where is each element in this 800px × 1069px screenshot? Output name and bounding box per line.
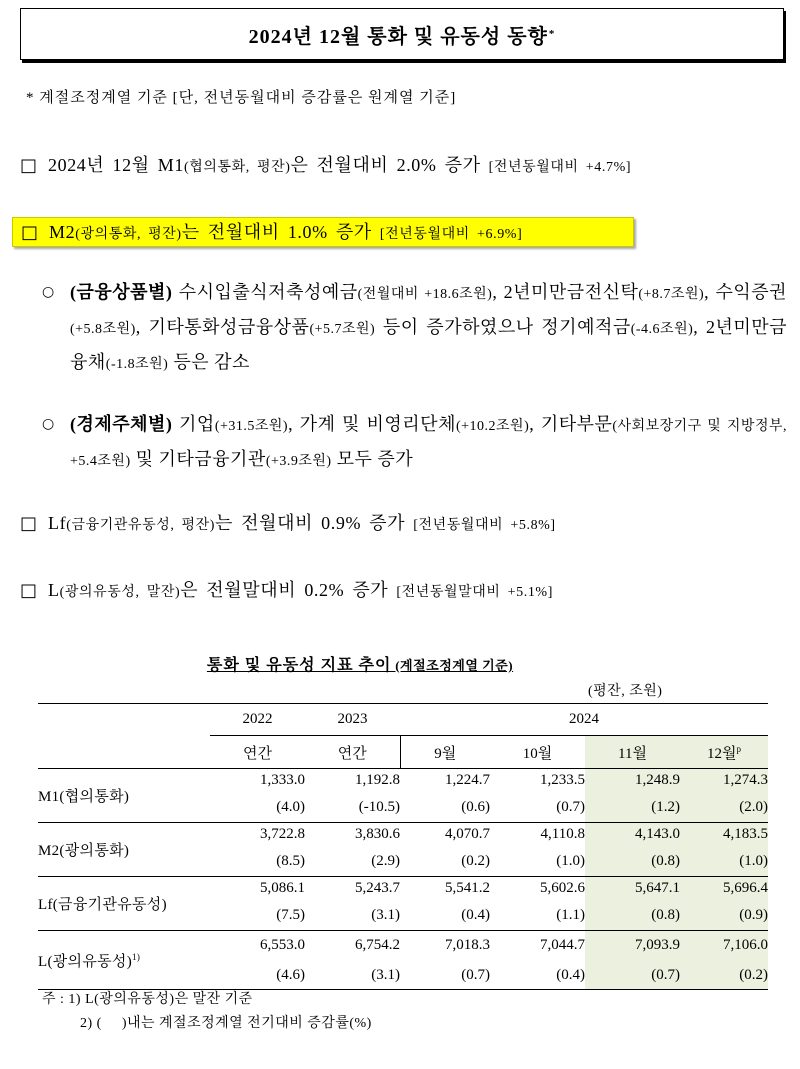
footnote-2: 2) ( )내는 계절조정계열 전기대비 증감률(%) [80,1016,372,1031]
period-header: 9월 [400,736,490,769]
table-cell [400,823,490,877]
detail-heading: (경제주체별) [70,414,173,434]
bullet-bracket: [전년동월말대비 +5.1%] [396,585,553,600]
bullet-paren: (금융기관유동성, 평잔) [66,518,216,533]
detail-heading: (금융상품별) [70,282,173,302]
header-corner [38,704,210,769]
value: 1,233.5 [540,772,585,788]
row-label: M2(광의통화) [38,823,210,877]
change: (4.0) [276,799,305,815]
circle-bullet-icon: ○ [42,284,55,300]
bullet-lead: 2024년 12월 M1 [48,155,184,175]
value: 7,093.9 [635,937,680,953]
table-cell [585,931,680,990]
table-row-l [38,931,768,990]
table-cell [400,931,490,990]
table-cell [305,823,400,877]
change: (0.8) [651,907,680,923]
detail-segment: 기업 [172,414,215,434]
bullet-paren: (협의통화, 평잔) [183,160,291,175]
table-cell [305,877,400,931]
value: 4,110.8 [540,826,585,842]
value: 3,722.8 [260,826,305,842]
table-cell [400,769,490,823]
bullet-m2-highlighted [12,217,634,247]
change: (0.6) [461,799,490,815]
period-header: 11월 [585,736,680,769]
detail-amount: (+31.5조원) [214,419,289,434]
bullet-paren: (광의통화, 평잔) [75,227,182,242]
change: (7.5) [276,907,305,923]
change: (2.0) [739,799,768,815]
detail-segment: 등은 감소 [168,352,250,372]
detail-amount: (+10.2조원) [455,419,530,434]
change: (0.4) [556,967,585,983]
bullet-m1 [20,152,631,181]
change: (8.5) [276,853,305,869]
year-header: 2024 [400,704,768,736]
detail-amount: (-1.8조원) [105,357,169,372]
bullet-lf [20,510,556,539]
bullet-main: 은 전월대비 2.0% 증가 [290,155,489,175]
table-cell [680,823,768,877]
table-cell [210,769,305,823]
value: 5,647.1 [635,880,680,896]
bullet-paren: (광의유동성, 말잔) [59,585,181,600]
change: (0.7) [651,967,680,983]
change: (0.2) [461,853,490,869]
row-label: Lf(금융기관유동성) [38,877,210,931]
title-asterisk: * [548,28,556,40]
year-header: 2023 [305,704,400,736]
value: 5,602.6 [540,880,585,896]
detail-segment: , 2년미만금전신탁 [492,282,639,302]
detail-by-product [42,276,787,381]
bullet-lead: Lf [48,513,67,533]
value: 7,018.3 [445,937,490,953]
detail-text [70,408,787,478]
detail-amount: (+5.7조원) [309,322,376,337]
row-label: M1(협의통화) [38,769,210,823]
table-cell [210,877,305,931]
bullet-main: 은 전월말대비 0.2% 증가 [180,580,397,600]
detail-segment: , 수익증권 [704,282,788,302]
table-row-m1 [38,769,768,823]
period-header: 연간 [305,736,400,769]
change: (0.7) [556,799,585,815]
detail-amount: (전월대비 +18.6조원) [357,287,493,302]
detail-amount: (+3.9조원) [265,454,332,469]
detail-by-sector [42,408,787,478]
header-row-years [38,704,768,736]
table-title [0,652,720,675]
bullet-bracket: [전년동월대비 +5.8%] [413,518,556,533]
change: (-10.5) [358,799,400,815]
change: (4.6) [276,967,305,983]
value: 1,192.8 [355,772,400,788]
bullet-main: 는 전월대비 0.9% 증가 [215,513,414,533]
value: 1,274.3 [723,772,768,788]
value: 6,754.2 [355,937,400,953]
table-cell [585,823,680,877]
bullet-main: 는 전월대비 1.0% 증가 [181,222,380,242]
table-cell [400,877,490,931]
bullet-lead: L [48,580,60,600]
detail-segment: 등이 증가하였으나 정기예적금 [375,317,631,337]
change: (3.1) [371,967,400,983]
detail-segment: , 2년미만금융채 [70,317,787,372]
bullet-lead: M2 [49,222,76,242]
seasonal-adjustment-note: * 계절조정계열 기준 [단, 전년동월대비 증감률은 원계열 기준] [26,90,457,106]
row-label-with-note [38,931,210,990]
table-title-text [207,657,513,674]
value: 1,224.7 [445,772,490,788]
value: 6,553.0 [260,937,305,953]
period-header-preliminary [680,736,768,769]
table-cell [680,931,768,990]
change: (3.1) [371,907,400,923]
value: 5,541.2 [445,880,490,896]
bullet-bracket: [전년동월대비 +4.7%] [488,160,632,175]
table-cell [490,823,585,877]
bullet-l [20,577,553,606]
table-cell [490,931,585,990]
change: (1.2) [651,799,680,815]
change: (2.9) [371,853,400,869]
table-cell [585,877,680,931]
detail-segment: , 가계 및 비영리단체 [288,414,456,434]
detail-segment: 및 기타금융기관 [130,449,266,469]
value: 3,830.6 [355,826,400,842]
change: (0.8) [651,853,680,869]
detail-segment: 모두 증가 [331,449,414,469]
change: (1.0) [556,853,585,869]
table-cell [210,931,305,990]
value: 4,070.7 [445,826,490,842]
value: 5,243.7 [355,880,400,896]
value: 5,086.1 [260,880,305,896]
change: (0.2) [739,967,768,983]
preliminary-mark: p [736,743,741,754]
change: (0.4) [461,907,490,923]
detail-segment: 수시입출식저축성예금 [172,282,358,302]
year-header: 2022 [210,704,305,736]
value: 1,248.9 [635,772,680,788]
table-cell [680,877,768,931]
detail-segment: , 기타부문 [529,414,613,434]
table-cell [210,823,305,877]
change: (1.1) [556,907,585,923]
table-title-note: (계절조정계열 기준) [391,658,514,673]
square-bullet-icon: □ [20,580,38,601]
row-label: L(광의유동성) [38,953,133,970]
value: 4,183.5 [723,826,768,842]
change: (1.0) [739,853,768,869]
period-header: 연간 [210,736,305,769]
change: (0.7) [461,967,490,983]
value: 4,143.0 [635,826,680,842]
table-unit: (평잔, 조원) [588,684,663,699]
square-bullet-icon: □ [20,155,38,176]
square-bullet-icon: □ [21,222,39,243]
period-label: 12월 [707,745,737,762]
detail-amount: (+5.8조원) [70,322,136,337]
table-cell [305,931,400,990]
table-title-main: 통화 및 유동성 지표 추이 [206,657,392,674]
table-row-m2 [38,823,768,877]
detail-amount: (+8.7조원) [638,287,705,302]
value: 5,696.4 [723,880,768,896]
value: 1,333.0 [260,772,305,788]
bullet-bracket: [전년동월대비 +6.9%] [379,227,523,242]
table-cell [680,769,768,823]
period-header: 10월 [490,736,585,769]
circle-bullet-icon: ○ [42,416,55,432]
square-bullet-icon: □ [20,513,38,534]
table-row-lf [38,877,768,931]
value: 7,106.0 [723,937,768,953]
table-cell [585,769,680,823]
value: 7,044.7 [540,937,585,953]
page-title: 2024년 12월 통화 및 유동성 동향 [248,25,548,48]
detail-amount: (사회보장기구 및 지방정부, +5.4조원) [70,419,787,469]
table-cell [490,877,585,931]
indicator-table [38,703,768,990]
table-cell [490,769,585,823]
page-title-box [20,8,784,60]
footnote-1: 주 : 1) L(광의유동성)은 말잔 기준 [42,992,253,1007]
footnote-ref: 1) [132,951,141,962]
detail-segment: , 기타통화성금융상품 [135,317,310,337]
change: (0.9) [739,907,768,923]
table-cell [305,769,400,823]
detail-text [70,276,787,381]
detail-amount: (-4.6조원) [630,322,694,337]
